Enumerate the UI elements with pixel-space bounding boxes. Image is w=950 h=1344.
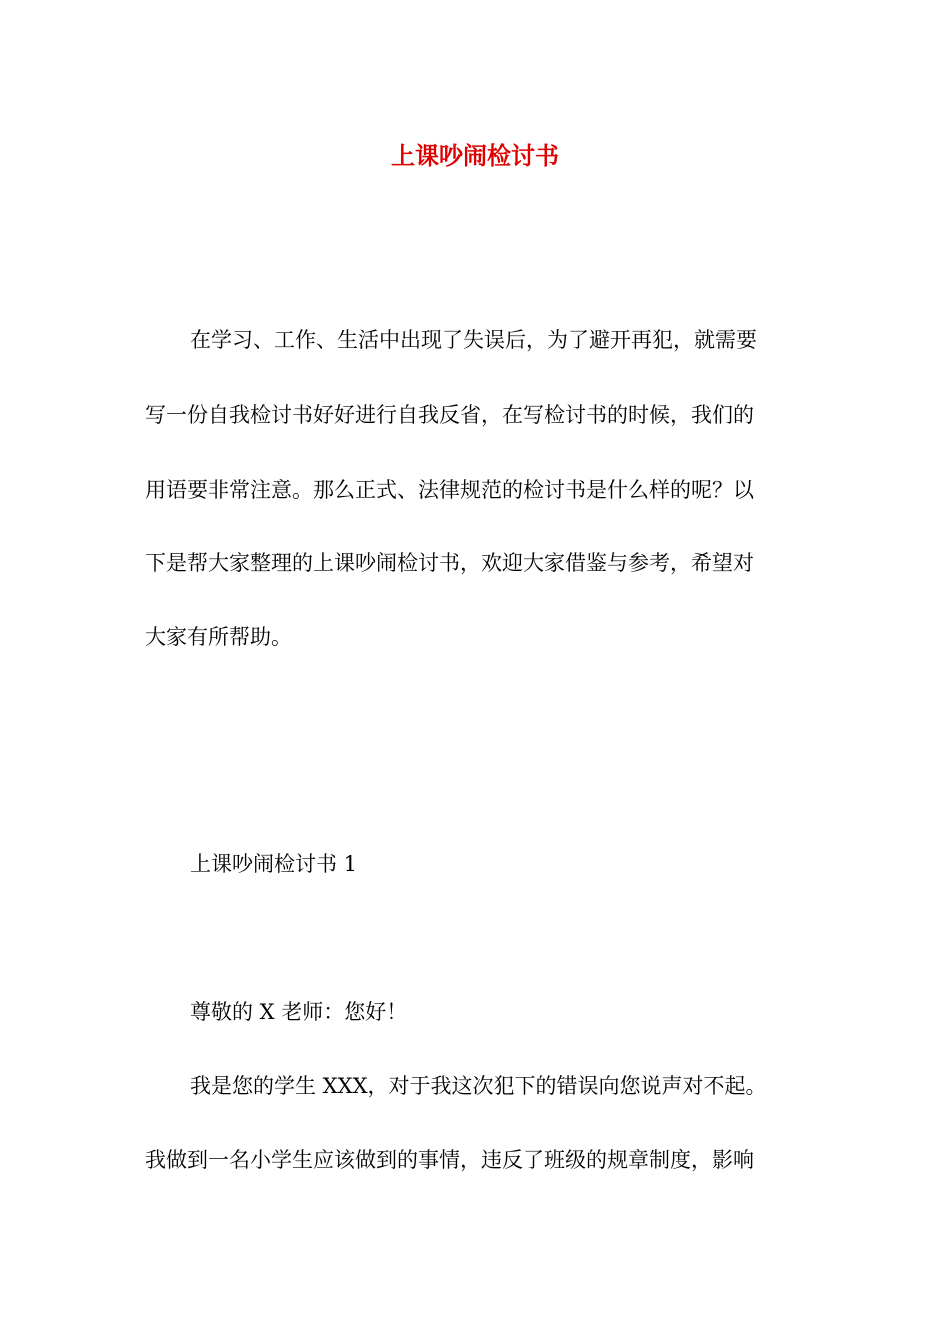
letter-greeting: 尊敬的 X 老师：您好！: [190, 1000, 408, 1024]
section-heading: 上课吵闹检讨书 1: [190, 852, 358, 876]
intro-line-2: 写一份自我检讨书好好进行自我反省，在写检讨书的时候，我们的: [145, 403, 754, 427]
body-line-2: 我做到一名小学生应该做到的事情，违反了班级的规章制度，影响: [145, 1148, 754, 1172]
intro-line-3: 用语要非常注意。那么正式、法律规范的检讨书是什么样的呢？以: [145, 478, 754, 502]
body-line-1: 我是您的学生 XXX，对于我这次犯下的错误向您说声对不起。: [190, 1074, 767, 1098]
intro-line-1: 在学习、工作、生活中出现了失误后，为了避开再犯，就需要: [190, 328, 757, 352]
intro-line-5: 大家有所帮助。: [145, 625, 292, 649]
document-title: 上课吵闹检讨书: [391, 141, 559, 170]
intro-line-4: 下是帮大家整理的上课吵闹检讨书，欢迎大家借鉴与参考，希望对: [145, 551, 754, 575]
